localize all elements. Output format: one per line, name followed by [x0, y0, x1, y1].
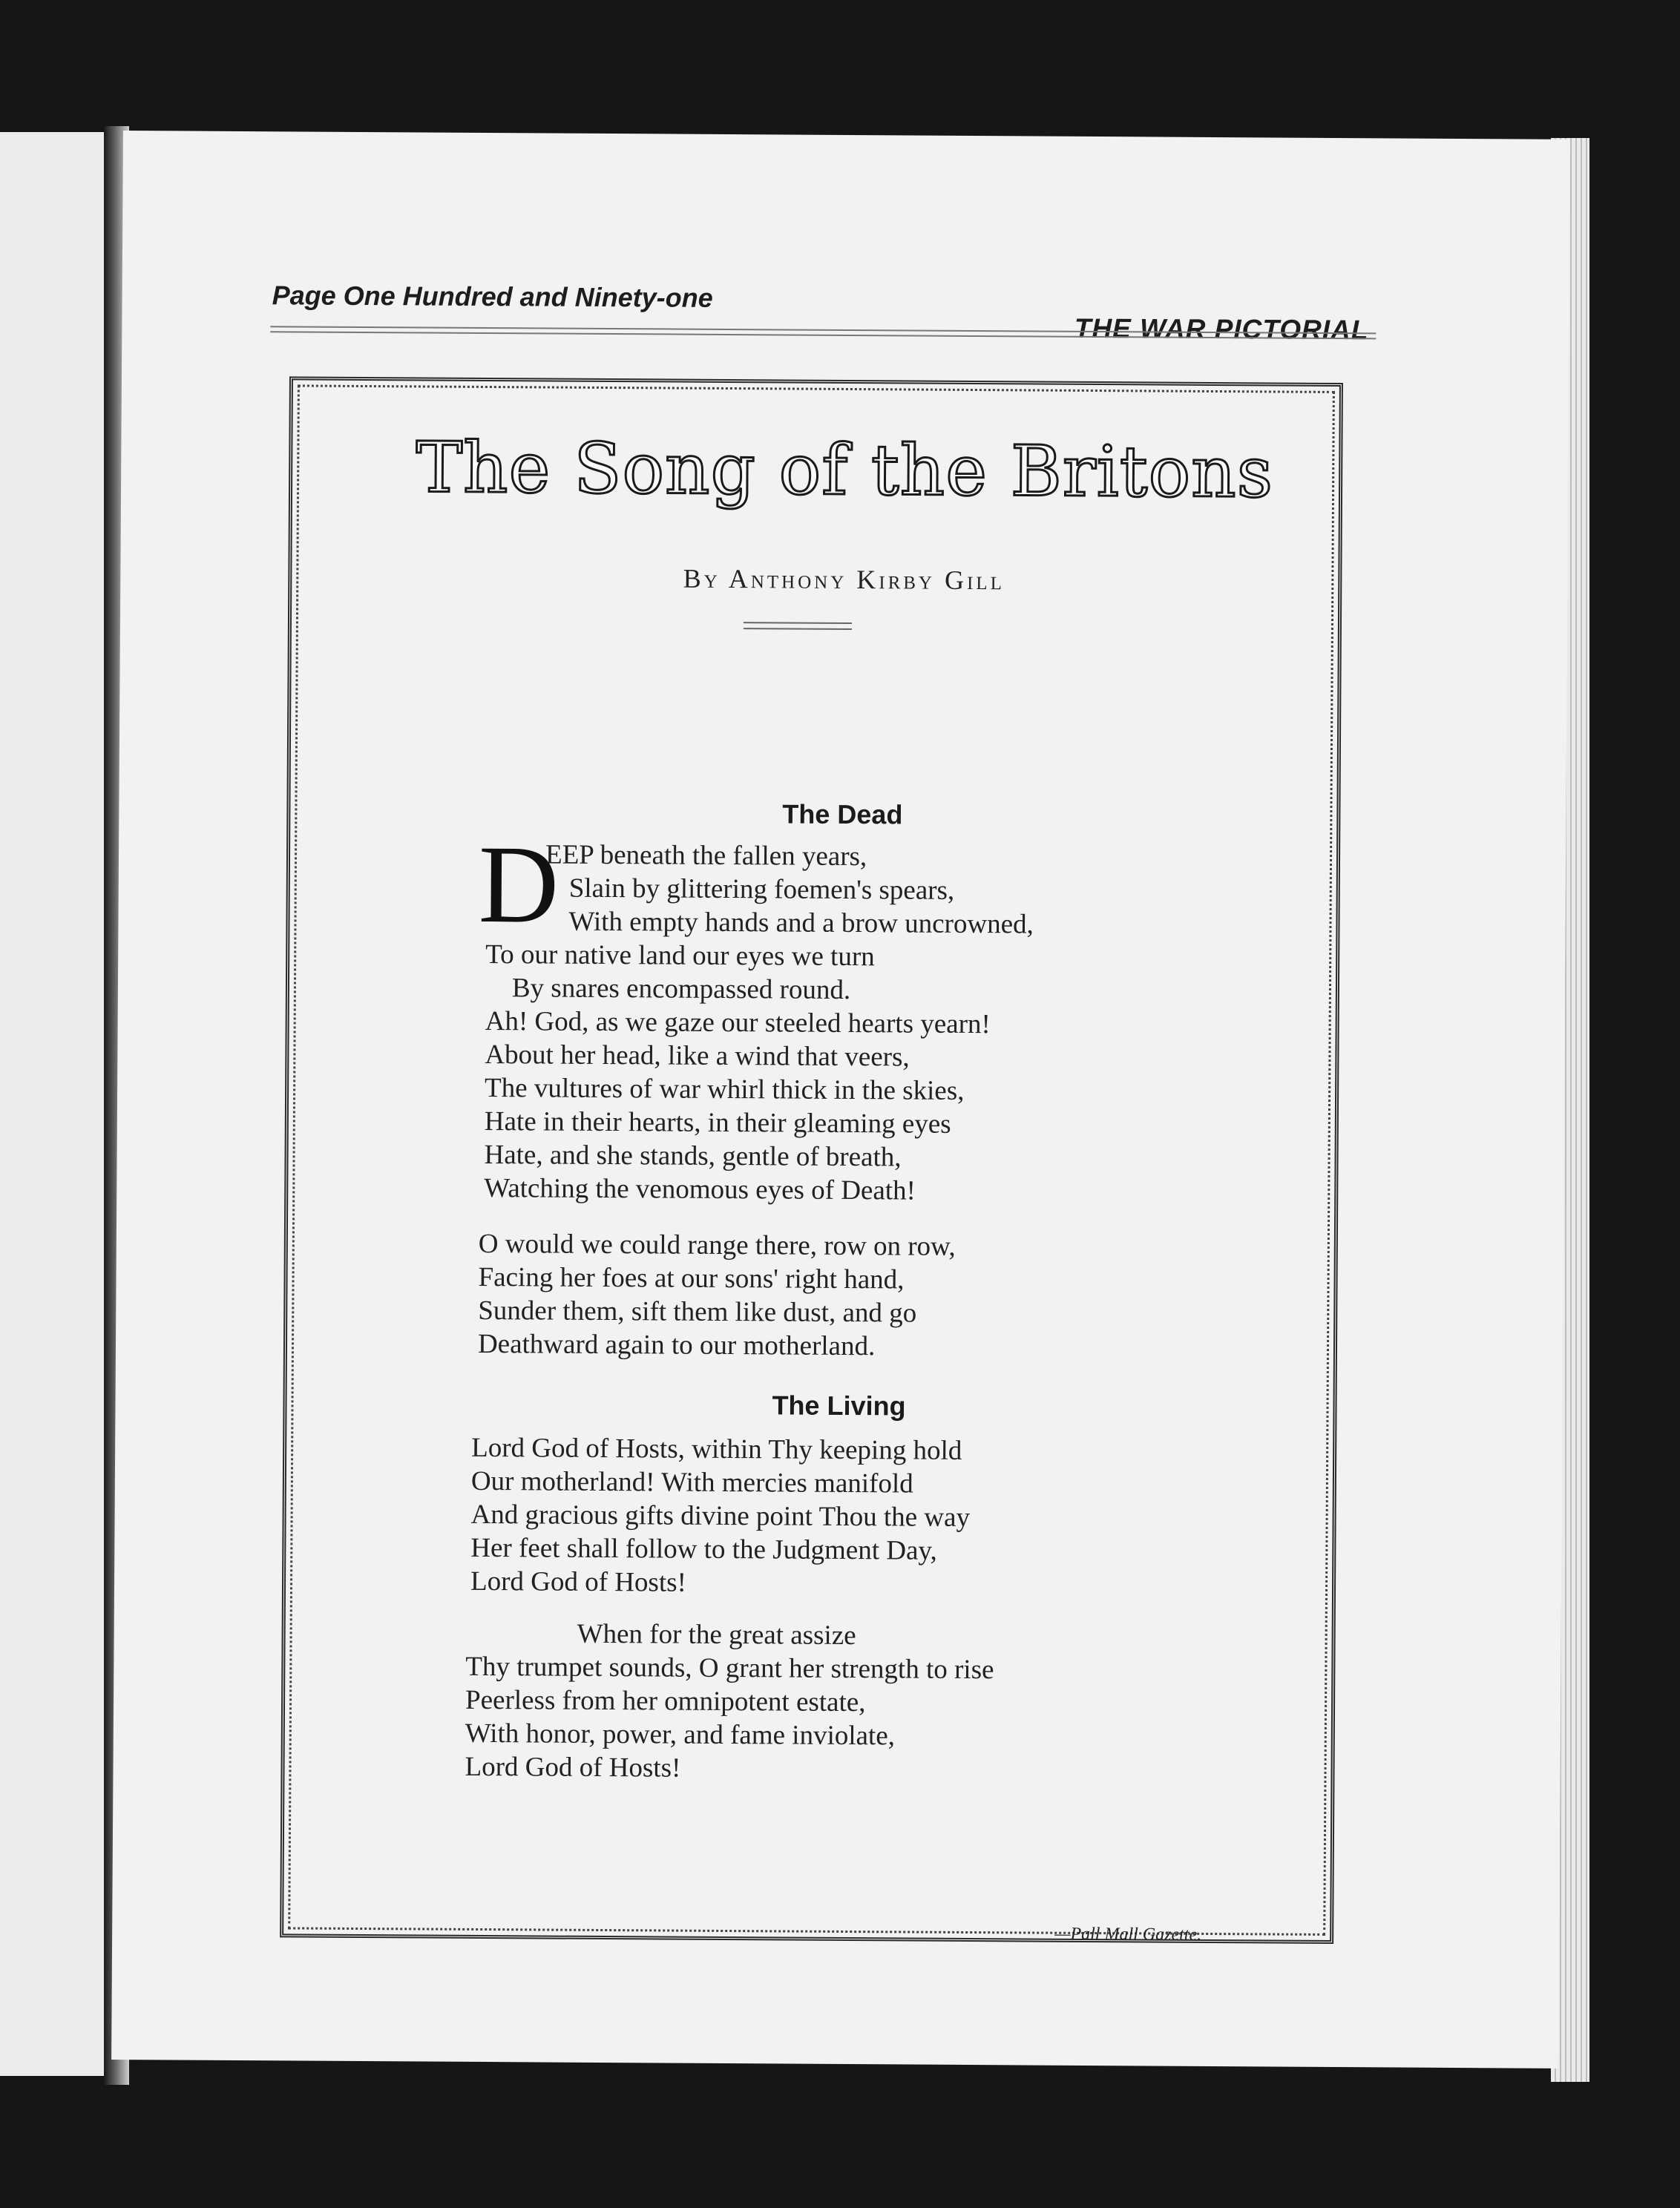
- poem-byline: By Anthony Kirby Gill: [683, 563, 1005, 596]
- stanza-living-2: [465, 1617, 994, 1787]
- page-number: Page One Hundred and Ninety-one: [272, 280, 713, 313]
- poem-line: And gracious gifts divine point Thou the way: [470, 1499, 971, 1534]
- source-attribution: —Pall Mall Gazette.: [1054, 1924, 1202, 1945]
- poem-line: About her head, like a wind that veers,: [485, 1039, 910, 1073]
- stanza-dead-2: [478, 1227, 956, 1364]
- poem-line: EEP beneath the fallen years,: [545, 839, 867, 873]
- poem-line: Hate, and she stands, gentle of breath,: [484, 1139, 902, 1173]
- poem-line: Deathward again to our motherland.: [477, 1328, 876, 1362]
- stanza-living-1: [470, 1431, 971, 1601]
- poem-line: Lord God of Hosts!: [470, 1565, 687, 1598]
- poem-line: With empty hands and a brow uncrowned,: [568, 906, 1034, 940]
- poem-line: The vultures of war whirl thick in the skies,: [485, 1073, 965, 1106]
- poem-line: Ah! God, as we gaze our steeled hearts yearn!: [485, 1006, 991, 1040]
- poem-line: Lord God of Hosts!: [465, 1751, 681, 1784]
- poem-title: The Song of the Britons: [416, 427, 1274, 514]
- poem-line: When for the great assize: [577, 1618, 856, 1652]
- poem-line: To our native land our eyes we turn: [485, 939, 875, 973]
- poem-line: Watching the venomous eyes of Death!: [484, 1172, 916, 1206]
- poem-line: Hate in their hearts, in their gleaming eyes: [484, 1105, 951, 1140]
- poem-line: Lord God of Hosts, within Thy keeping hold: [471, 1432, 962, 1466]
- poem-line: Peerless from her omnipotent estate,: [465, 1684, 866, 1718]
- poem-line: Our motherland! With mercies manifold: [470, 1465, 913, 1499]
- poem-line: Sunder them, sift them like dust, and go: [478, 1295, 917, 1329]
- poem-line: Facing her foes at our sons' right hand,: [478, 1261, 905, 1295]
- section-heading-dead: The Dead: [782, 798, 903, 830]
- poem-line: By snares encompassed round.: [511, 973, 851, 1006]
- poem-line: Her feet shall follow to the Judgment Day,: [470, 1532, 937, 1566]
- stanza-dead-1: [478, 822, 1034, 1209]
- facing-page-edge: [0, 132, 119, 2076]
- drop-cap: D: [478, 822, 560, 947]
- section-heading-living: The Living: [772, 1390, 906, 1422]
- publication-title: THE WAR PICTORIAL: [1074, 312, 1369, 346]
- poem-line: With honor, power, and fame inviolate,: [465, 1718, 896, 1752]
- title-divider: [744, 622, 852, 630]
- magazine-page: [111, 131, 1570, 2069]
- poem-line: Thy trumpet sounds, O grant her strength to rise: [465, 1651, 994, 1686]
- poem-line: O would we could range there, row on row,: [478, 1228, 956, 1262]
- poem-line: Slain by glittering foemen's spears,: [568, 873, 955, 906]
